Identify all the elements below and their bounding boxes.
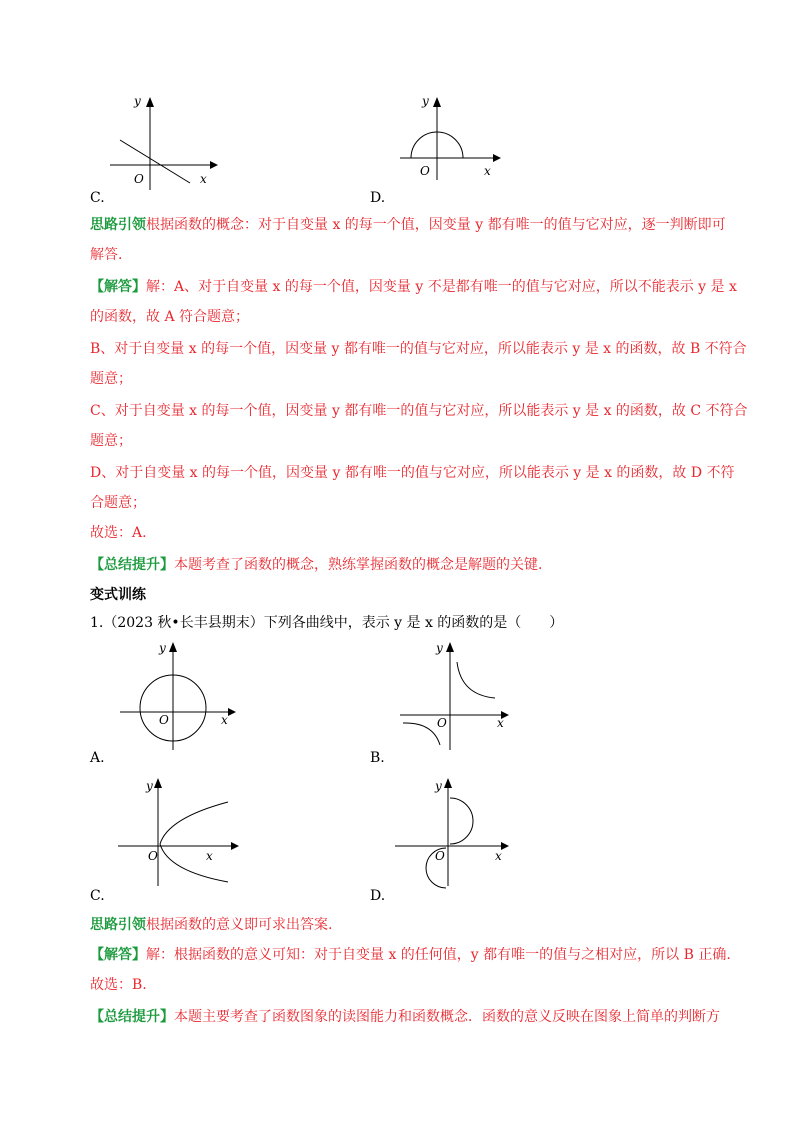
question-text: 1.（2023 秋•长丰县期末）下列各曲线中，表示 y 是 x 的函数的是（ ） — [90, 615, 564, 631]
answer-line-4: 题意； — [90, 371, 132, 387]
svg-text:x: x — [206, 849, 213, 863]
svg-text:O: O — [134, 172, 144, 186]
answer2-line-1: 【解答】解：根据函数的意义可知：对于自变量 x 的任何值，y 都有唯一的值与之相对应，所以 B 正确. — [90, 947, 731, 963]
answer-line-5: C、对于自变量 x 的每一个值，因变量 y 都有唯一的值与它对应，所以能表示 y 是 x 的函数，故 C 不符合 — [90, 403, 748, 419]
svg-text:y: y — [422, 94, 429, 108]
graph-option-a — [115, 640, 245, 755]
top-option-c: C. — [90, 190, 105, 206]
graph-option-c — [118, 776, 248, 891]
svg-text:y: y — [435, 779, 442, 793]
svg-text:O: O — [420, 164, 430, 178]
svg-text:y: y — [436, 641, 443, 655]
option-b: B. — [370, 750, 385, 766]
svg-text:O: O — [435, 849, 445, 863]
option-d: D. — [370, 888, 386, 904]
svg-text:O: O — [148, 849, 158, 863]
graph-top-c — [110, 95, 220, 195]
svg-text:y: y — [146, 779, 153, 793]
answer-line-1: 【解答】解：A、对于自变量 x 的每一个值，因变量 y 不是都有唯一的值与它对应，所以不能表示 y 是 x — [90, 279, 737, 295]
answer-line-3: B、对于自变量 x 的每一个值，因变量 y 都有唯一的值与它对应，所以能表示 y 是 x 的函数，故 B 不符合 — [90, 341, 747, 357]
answer-line-9: 故选：A. — [90, 525, 147, 541]
answer2-line-2: 故选：B. — [90, 977, 147, 993]
hint2-line: 思路引领根据函数的意义即可求出答案. — [90, 917, 333, 933]
svg-text:O: O — [437, 716, 447, 730]
answer-line-8: 合题意； — [90, 495, 146, 511]
option-a: A. — [90, 750, 105, 766]
svg-text:x: x — [200, 172, 207, 186]
section-title: 变式训练 — [90, 587, 146, 603]
summary2-line: 【总结提升】本题主要考查了函数图象的读图能力和函数概念．函数的意义反映在图象上简单的判断方 — [90, 1009, 720, 1025]
option-c: C. — [90, 888, 105, 904]
graph-option-d — [395, 776, 525, 891]
svg-text:O: O — [159, 713, 169, 727]
summary-line: 【总结提升】本题考查了函数的概念，熟练掌握函数的概念是解题的关键. — [90, 557, 543, 573]
top-option-d: D. — [370, 190, 386, 206]
graph-option-b — [395, 640, 525, 755]
svg-text:x: x — [484, 164, 491, 178]
answer-line-2: 的函数，故 A 符合题意； — [90, 309, 250, 325]
svg-text:y: y — [134, 94, 141, 108]
answer-line-6: 题意； — [90, 433, 132, 449]
answer-line-7: D、对于自变量 x 的每一个值，因变量 y 都有唯一的值与它对应，所以能表示 y 是 x 的函数，故 D 不符 — [90, 465, 735, 481]
hint-line-1: 思路引领根据函数的概念：对于自变量 x 的每一个值，因变量 y 都有唯一的值与它对应，逐一判断即可 — [90, 217, 726, 233]
hint-line-2: 解答. — [90, 247, 123, 263]
svg-text:y: y — [159, 641, 166, 655]
svg-text:x: x — [221, 713, 228, 727]
svg-text:x: x — [497, 716, 504, 730]
svg-text:x: x — [495, 849, 502, 863]
graph-top-d — [400, 95, 510, 195]
